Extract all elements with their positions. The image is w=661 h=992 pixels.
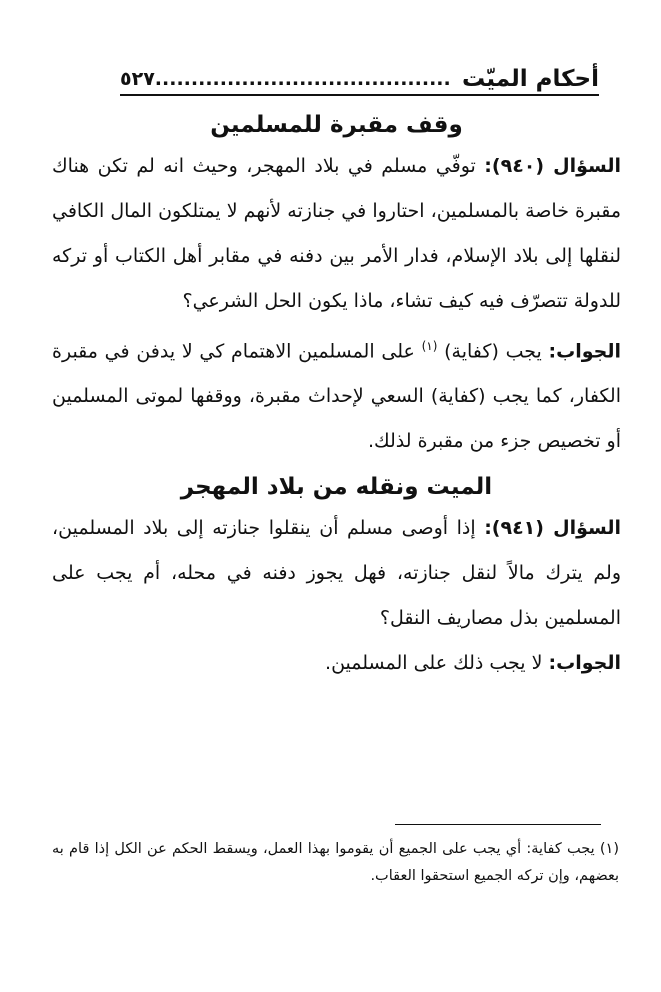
question-941: [52, 506, 621, 641]
answer-text-part1: يجب (كفاية): [444, 340, 542, 363]
section-title-cemetery: وقف مقبرة للمسلمين: [210, 112, 463, 138]
footnote-reference[interactable]: (١): [421, 339, 438, 353]
footnote: [52, 836, 619, 890]
footnote-text: يجب كفاية: أي يجب على الجميع أن يقوموا بهذا العمل، ويسقط الحكم عن الكل إذا قام به بعضهم، وإن تركه الجميع استحقوا العقاب.: [52, 841, 619, 884]
question-text: إذا أوصى مسلم أن ينقلوا جنازته إلى بلاد المسلمين، ولم يترك مالاً لنقل جنازته، فهل يجوز دفنه في محله، أم يجب على المسلمين بذل مصاريف النقل؟: [52, 517, 621, 630]
running-header: [120, 60, 599, 96]
header-title: أحكام الميّت: [461, 66, 599, 92]
section-title-transport: الميت ونقله من بلاد المهجر: [180, 474, 493, 501]
question-label: السؤال (٩٤١):: [484, 517, 621, 540]
page-number: ٥٢٧.........................................: [120, 68, 451, 90]
answer-940: [52, 324, 621, 464]
footnote-divider: [395, 824, 601, 825]
answer-label: الجواب:: [548, 340, 622, 363]
footnote-marker: (١): [599, 841, 620, 857]
question-text: توفّي مسلم في بلاد المهجر، وحيث انه لم تكن هناك مقبرة خاصة بالمسلمين، احتاروا في جنازته لأنهم لا يمتلكون المال الكافي لنقلها إلى بلاد الإسلام، فدار الأمر بين دفنه في مقابر أهل الكتاب أو تركه للدولة تتصرّف فيه كيف تشاء، ماذا يكون الحل الشرعي؟: [52, 155, 621, 312]
body-text: [52, 106, 621, 686]
answer-label: الجواب:: [548, 652, 621, 675]
answer-941: [52, 641, 621, 686]
question-940: [52, 144, 621, 324]
question-label: السؤال (٩٤٠):: [484, 155, 621, 177]
answer-text-part2: على المسلمين الاهتمام كي لا يدفن في مقبرة الكفار، كما يجب (كفاية) السعي لإحداث مقبرة، ووقفها لموتى المسلمين أو تخصيص جزء من مقبرة لذلك.: [52, 340, 621, 453]
answer-text: لا يجب ذلك على المسلمين.: [325, 652, 543, 675]
